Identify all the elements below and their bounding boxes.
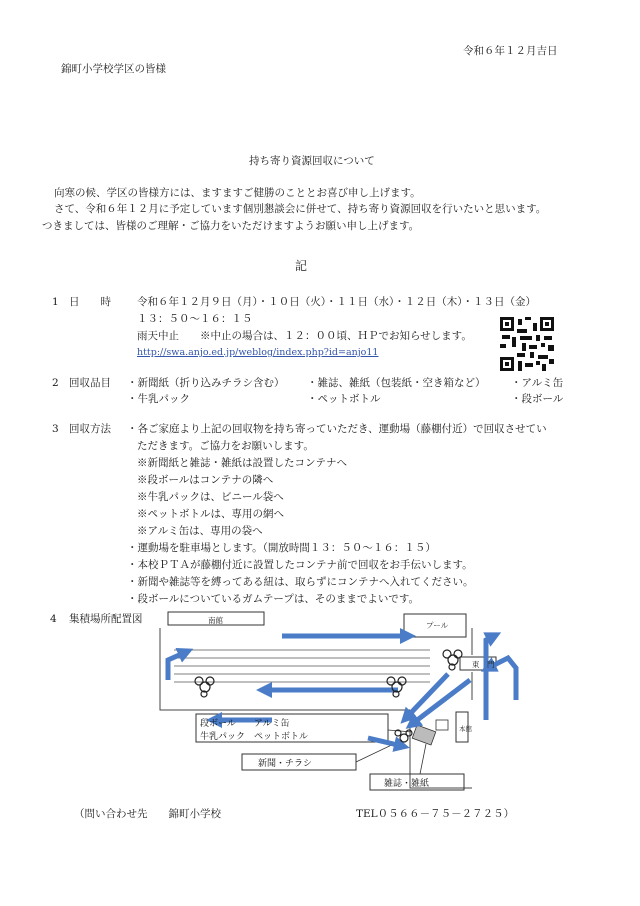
recipient: 錦町小学校学区の皆様 (61, 63, 166, 75)
section-1-number: 1 (52, 296, 59, 308)
intro-line-2: さて、令和６年１２月に予定しています個別懇談会に併せて、持ち寄り資源回収を行いたいと思います。 (54, 203, 547, 215)
item-pet-bottle: ・ペットボトル (307, 393, 381, 405)
date-line-1: 令和６年１２月９日（月）・１０日（火）・１１日（水）・１２日（木）・１３日（金） (137, 296, 536, 308)
issue-date: 令和６年１２月吉日 (463, 45, 558, 57)
section-2-number: 2 (52, 377, 59, 389)
method-note-1: ※新聞紙と雑誌・雑紙は設置したコンテナへ (137, 457, 347, 469)
item-cardboard: ・段ボール (511, 393, 564, 405)
item-magazine: ・雑誌、雑紙（包装紙・空き箱など） (307, 377, 486, 389)
intro-line-1: 向寒の候、学区の皆様方には、ますますご健勝のこととお喜び申し上げます。 (54, 187, 421, 199)
tree-icon (443, 650, 462, 670)
section-2-label: 回収品目 (69, 377, 111, 389)
method-string: ・新聞や雑誌等を縛ってある紐は、取らずにコンテナへ入れてください。 (127, 576, 474, 588)
east-gate-label: 東 門 (472, 660, 495, 669)
date-line-2: １３：５０～１６：１５ (137, 313, 253, 325)
section-3-number: 3 (52, 423, 59, 435)
method-pta: ・本校ＰＴＡが藤棚付近に設置したコンテナ前で回収をお手伝いします。 (127, 559, 473, 571)
item-aluminum-can: ・アルミ缶 (511, 377, 564, 389)
section-4-label: 集積場所配置図 (69, 613, 143, 625)
pool-label: プール (426, 621, 449, 630)
section-1-label: 日 時 (69, 296, 111, 308)
intro-line-3: つきましては、皆様のご理解・ご協力をいただけますようお願い申し上げます。 (42, 220, 420, 232)
contact-phone: TEL０５６６－７５－２７２５） (356, 808, 515, 820)
section-4-number: 4 (50, 613, 57, 625)
box1-line-1: 段ボール アルミ缶 (200, 719, 290, 729)
ki-heading: 記 (295, 259, 308, 273)
box3-label: 雑誌・雑紙 (384, 779, 430, 789)
method-note-2: ※段ボールはコンテナの隣へ (137, 474, 274, 486)
method-note-3: ※牛乳パックは、ビニール袋へ (137, 491, 284, 503)
method-line-2: ただきます。ご協力をお願いします。 (137, 440, 314, 452)
item-newspaper: ・新聞紙（折り込みチラシ含む） (127, 377, 285, 389)
method-tape: ・段ボールについているガムテープは、そのままでよいです。 (127, 593, 420, 605)
south-building-label: 南館 (208, 616, 223, 625)
box1-line-2: 牛乳パック ペットボトル (200, 732, 309, 742)
tree-icon (195, 677, 214, 697)
method-note-5: ※アルミ缶は、専用の袋へ (137, 525, 263, 537)
tree-icon (387, 677, 406, 697)
main-building-label: 本館 (459, 725, 472, 733)
method-parking: ・運動場を駐車場とします。（開放時間１３：５０～１６：１５） (127, 542, 436, 554)
method-note-4: ※ペットボトルは、専用の網へ (137, 508, 284, 520)
method-line-1: ・各ご家庭より上記の回収物を持ち寄っていただき、運動場（藤棚付近）で回収させてい (127, 423, 547, 435)
box2-label: 新聞・チラシ (258, 759, 313, 769)
date-line-3: 雨天中止 ※中止の場合は、１２：００頃、ＨＰでお知らせします。 (137, 330, 472, 342)
item-milk-carton: ・牛乳パック (127, 393, 190, 405)
document-title: 持ち寄り資源回収について (249, 155, 375, 167)
section-3-label: 回収方法 (69, 423, 111, 435)
contact-label: （問い合わせ先 錦町小学校 (74, 808, 221, 820)
homepage-link[interactable]: http://swa.anjo.ed.jp/weblog/index.php?id=anjo11 (137, 347, 379, 358)
